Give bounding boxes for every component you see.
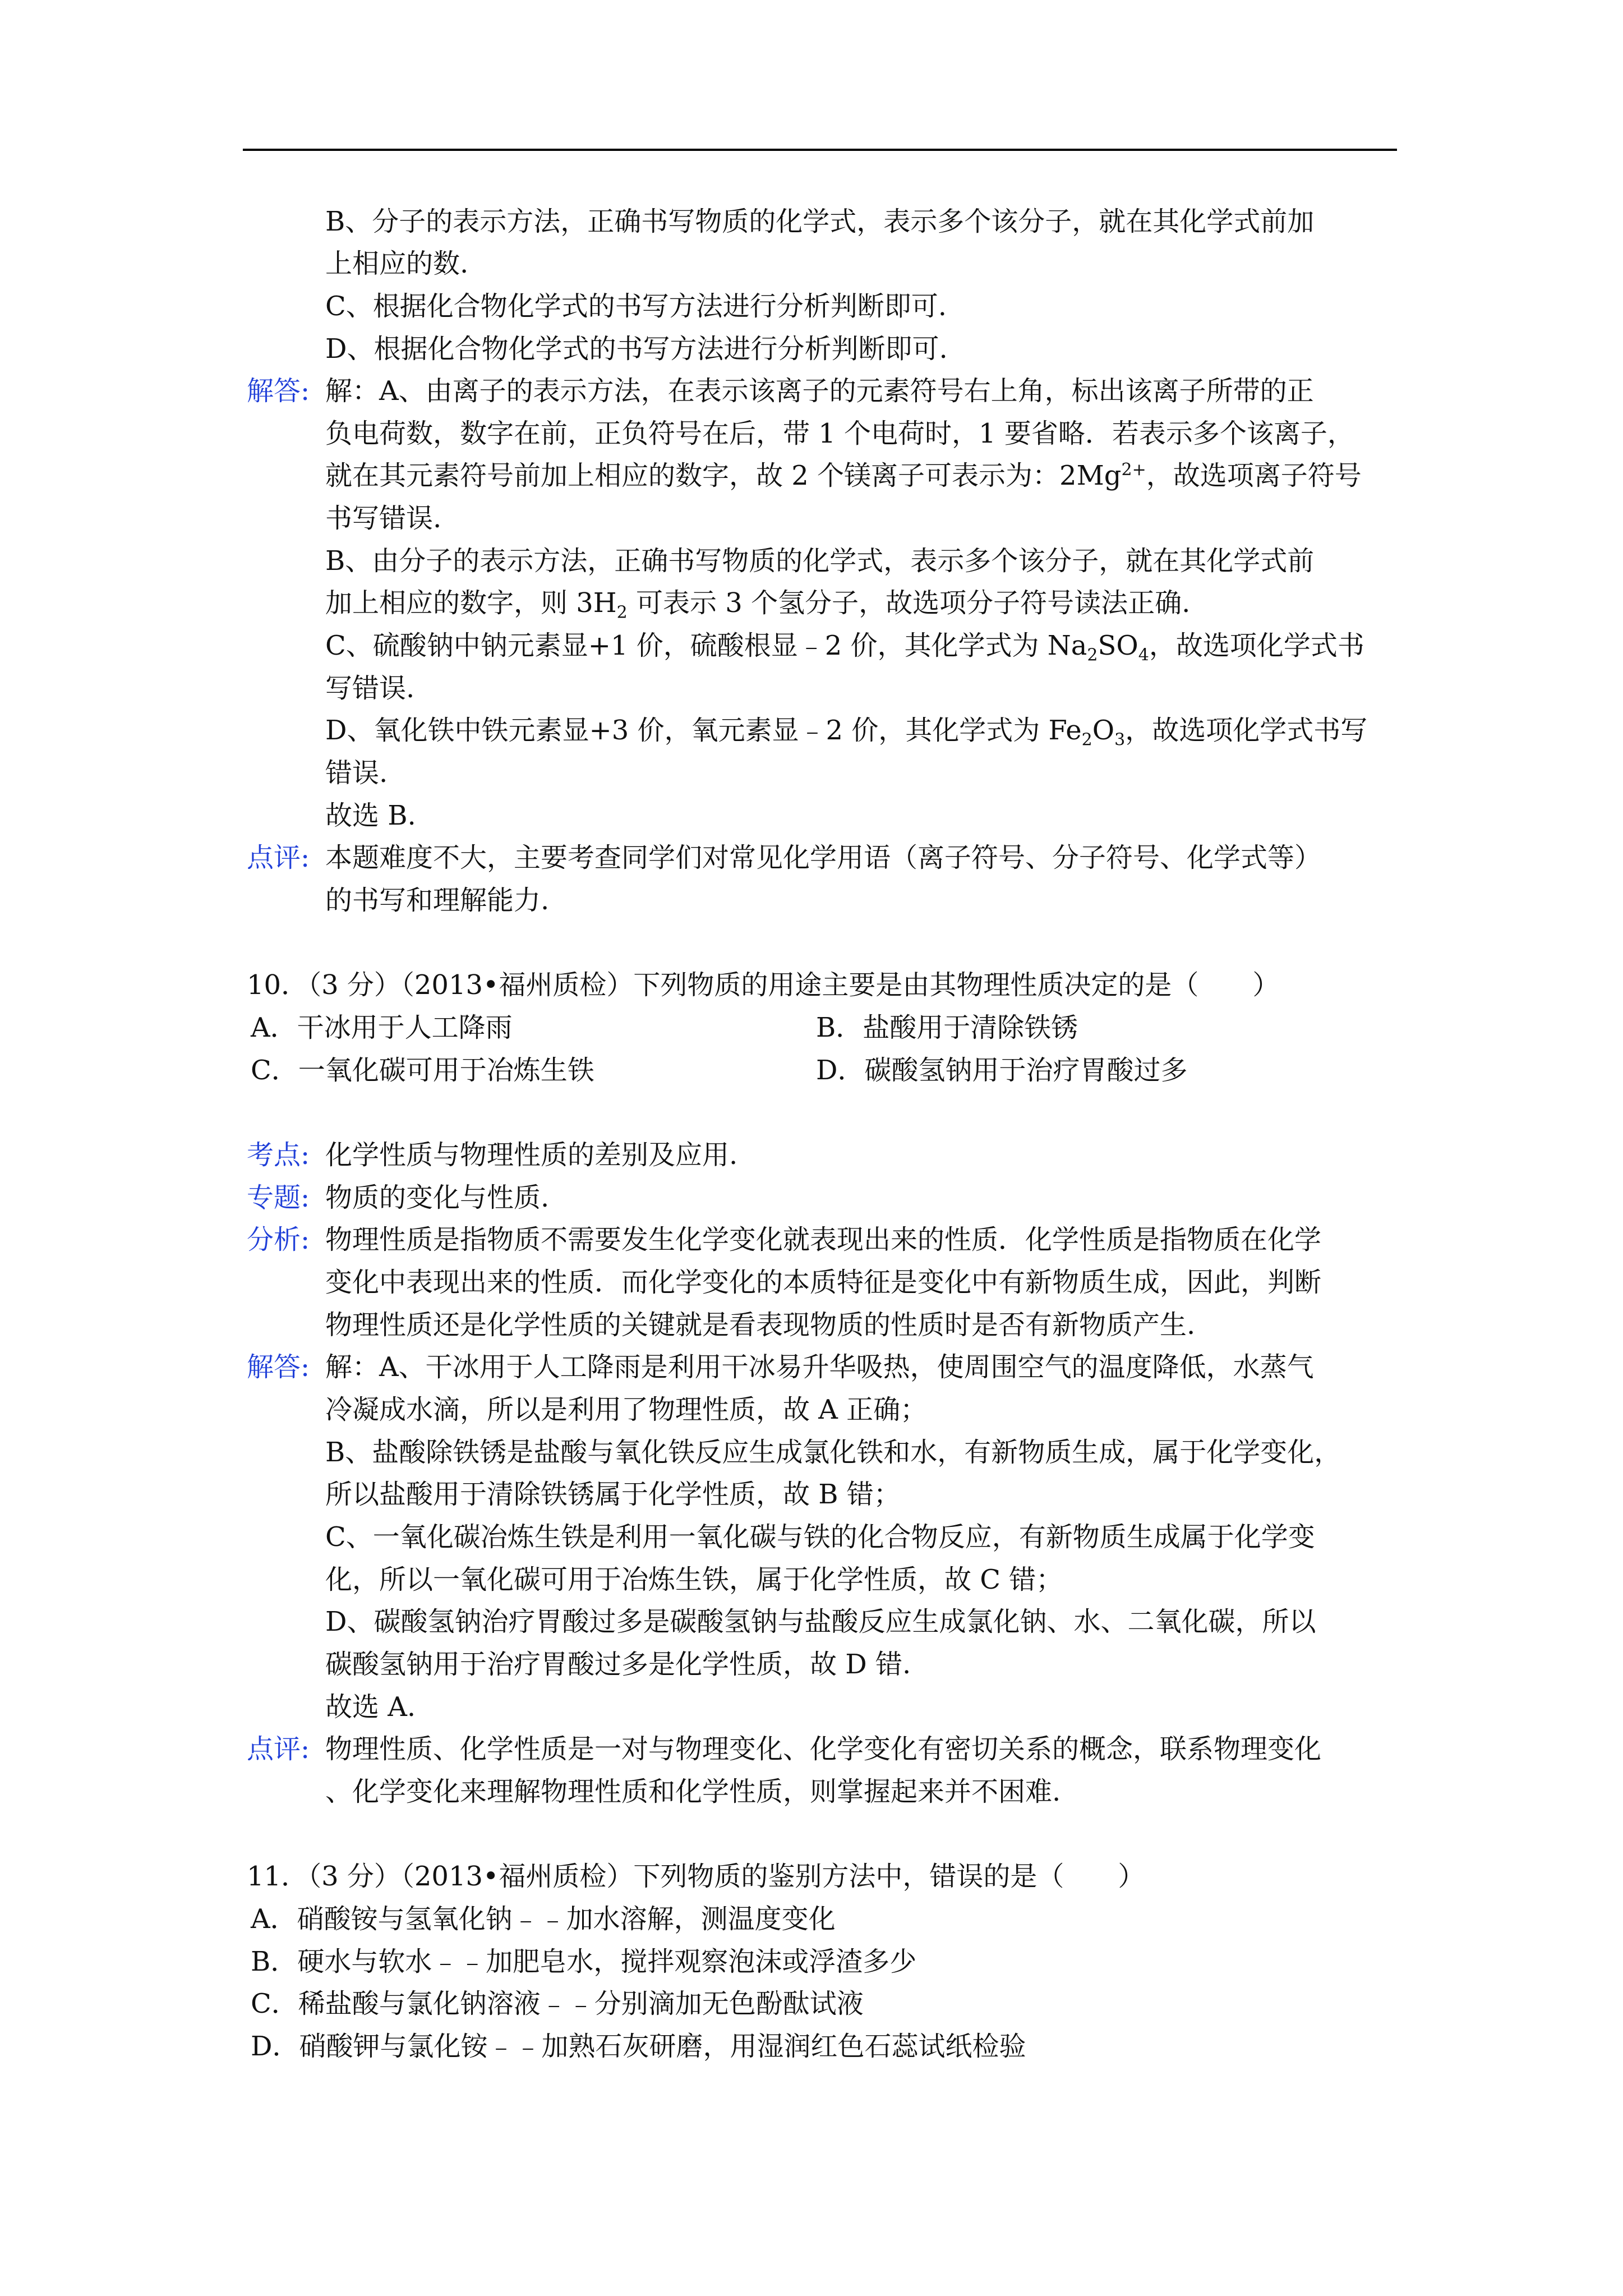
question-11-option-c: C．稀盐酸与氯化钠溶液﹣﹣分别滴加无色酚酞试液 (251, 1988, 864, 2019)
answer-line: 书写错误. (325, 503, 442, 534)
answer-line: 错误. (325, 757, 388, 789)
answer-line: 化，所以一氧化碳可用于冶炼生铁，属于化学性质，故 C 错； (325, 1564, 1063, 1595)
question-10-option-a: A．干冰用于人工降雨 (251, 1012, 513, 1043)
analysis-line: C、根据化合物化学式的书写方法进行分析判断即可. (325, 291, 947, 322)
answer-line: 加上相应的数字，则 $3H_2$ 可表示 3 个氢分子，故选项分子符号读法正确. (325, 587, 1191, 623)
answer-line: 负电荷数，数字在前，正负符号在后，带 1 个电荷时，1 要省略．若表示多个该离子， (325, 418, 1354, 449)
comment-line: 、化学变化来理解物理性质和化学性质，则掌握起来并不困难. (325, 1776, 1061, 1807)
question-10-option-b: B．盐酸用于清除铁锈 (816, 1012, 1078, 1043)
analysis-line: 上相应的数. (325, 248, 469, 279)
question-11-option-a: A．硝酸铵与氢氧化钠﹣﹣加水溶解，测温度变化 (251, 1903, 836, 1935)
question-10-option-c: C．一氧化碳可用于冶炼生铁 (251, 1055, 594, 1086)
fenxi-line: 物理性质是指物质不需要发生化学变化就表现出来的性质．化学性质是指物质在化学 (325, 1224, 1322, 1255)
header-rule (243, 149, 1397, 151)
comment-line: 的书写和理解能力. (325, 885, 550, 916)
answer-line: 碳酸氢钠用于治疗胃酸过多是化学性质，故 D 错. (325, 1649, 911, 1680)
answer-line: 解：A、由离子的表示方法，在表示该离子的元素符号右上角，标出该离子所带的正 (325, 375, 1314, 407)
answer-label: 解答: (247, 375, 310, 407)
question-11-stem: 11．（3 分）（2013•福州质检）下列物质的鉴别方法中，错误的是（ ） (247, 1861, 1145, 1892)
answer-line: 冷凝成水滴，所以是利用了物理性质，故 A 正确； (325, 1394, 928, 1425)
comment-line: 本题难度不大，主要考查同学们对常见化学用语（离子符号、分子符号、化学式等） (325, 842, 1322, 873)
answer-line: 就在其元素符号前加上相应的数字，故 2 个镁离子可表示为：$2Mg^{2+}$，故选项离子符号 (325, 460, 1362, 491)
answer-line: 解：A、干冰用于人工降雨是利用干冰易升华吸热，使周围空气的温度降低，水蒸气 (325, 1351, 1314, 1383)
question-11-option-b: B．硬水与软水﹣﹣加肥皂水，搅拌观察泡沫或浮渣多少 (251, 1946, 917, 1977)
answer-label: 解答: (247, 1351, 310, 1383)
comment-label: 点评: (247, 842, 310, 873)
answer-line: 写错误. (325, 673, 415, 704)
answer-line: B、由分子的表示方法，正确书写物质的化学式，表示多个该分子，就在其化学式前 (325, 545, 1315, 577)
answer-line: C、硫酸钠中钠元素显+1 价，硫酸根显﹣2 价，其化学式为 $Na_2SO_4$，故选项化学式书 (325, 630, 1364, 665)
zhuanti-label: 专题: (247, 1182, 310, 1213)
answer-line: B、盐酸除铁锈是盐酸与氧化铁反应生成氯化铁和水，有新物质生成，属于化学变化， (325, 1437, 1341, 1468)
answer-line: D、碳酸氢钠治疗胃酸过多是碳酸氢钠与盐酸反应生成氯化钠、水、二氧化碳，所以 (325, 1606, 1316, 1637)
fenxi-label: 分析: (247, 1224, 310, 1255)
kaodian-text: 化学性质与物理性质的差别及应用. (325, 1139, 738, 1171)
answer-line: D、氧化铁中铁元素显+3 价，氧元素显﹣2 价，其化学式为 $Fe_2O_3$，故选项化学式书写 (325, 715, 1368, 750)
answer-choice: 故选 B. (325, 800, 416, 831)
answer-choice: 故选 A. (325, 1691, 416, 1723)
answer-line: 所以盐酸用于清除铁锈属于化学性质，故 B 错； (325, 1479, 901, 1510)
zhuanti-text: 物质的变化与性质. (325, 1182, 550, 1213)
fenxi-line: 物理性质还是化学性质的关键就是看表现物质的性质时是否有新物质产生. (325, 1309, 1196, 1341)
question-11-option-d: D．硝酸钾与氯化铵﹣﹣加熟石灰研磨，用湿润红色石蕊试纸检验 (251, 2031, 1026, 2062)
kaodian-label: 考点: (247, 1139, 310, 1171)
comment-line: 物理性质、化学性质是一对与物理变化、化学变化有密切关系的概念，联系物理变化 (325, 1733, 1322, 1765)
comment-label: 点评: (247, 1733, 310, 1765)
fenxi-line: 变化中表现出来的性质．而化学变化的本质特征是变化中有新物质生成，因此，判断 (325, 1267, 1322, 1298)
question-10-option-d: D．碳酸氢钠用于治疗胃酸过多 (816, 1055, 1188, 1086)
question-10-stem: 10．（3 分）（2013•福州质检）下列物质的用途主要是由其物理性质决定的是（ ） (247, 969, 1280, 1001)
analysis-line: D、根据化合物化学式的书写方法进行分析判断即可. (325, 333, 948, 365)
answer-line: C、一氧化碳冶炼生铁是利用一氧化碳与铁的化合物反应，有新物质生成属于化学变 (325, 1521, 1315, 1553)
analysis-line: B、分子的表示方法，正确书写物质的化学式，表示多个该分子，就在其化学式前加 (325, 206, 1315, 237)
